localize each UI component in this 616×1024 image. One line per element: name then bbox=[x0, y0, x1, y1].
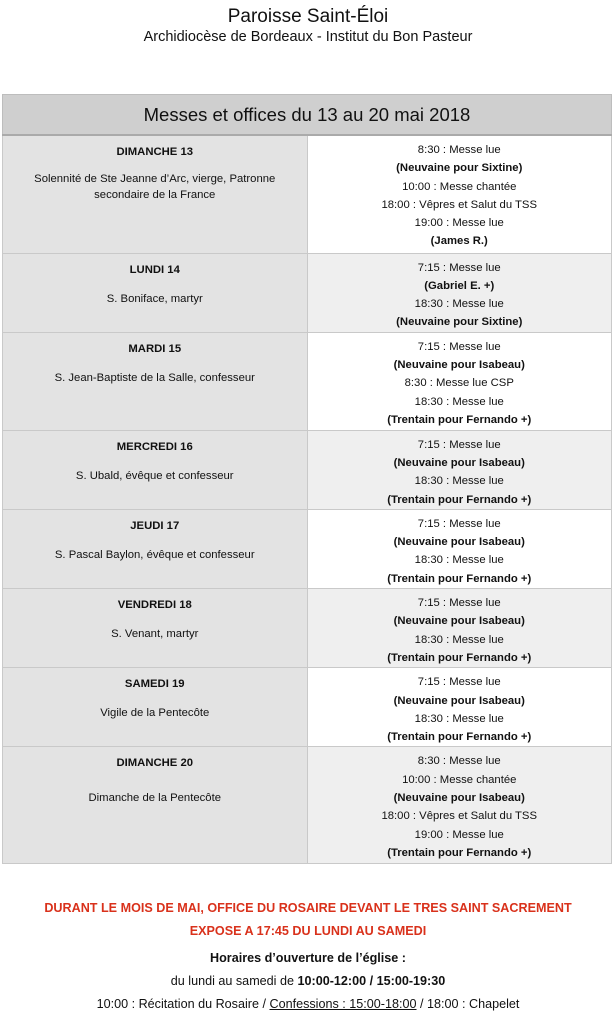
masses-cell bbox=[307, 509, 612, 588]
mass-intention: (Neuvaine pour Isabeau) bbox=[393, 694, 525, 707]
masses-cell bbox=[307, 668, 612, 747]
opening-hours-title: Horaires d’ouverture de l’église : bbox=[210, 951, 406, 965]
mass-time: 10:00 : Messe chantée bbox=[402, 180, 517, 193]
feast-line: S. Pascal Baylon, évêque et confesseur bbox=[54, 548, 255, 561]
day-name: DIMANCHE 13 bbox=[116, 146, 194, 158]
day-name: VENDREDI 18 bbox=[117, 599, 192, 612]
masses-cell bbox=[307, 747, 612, 864]
table-header-row bbox=[3, 95, 612, 136]
mass-time: 8:30 : Messe lue bbox=[417, 144, 501, 156]
feast-line: S. Venant, martyr bbox=[111, 628, 199, 641]
feast-line: Vigile de la Pentecôte bbox=[100, 707, 210, 720]
schedule-row bbox=[3, 332, 612, 430]
mass-intention: (Gabriel E. +) bbox=[424, 279, 495, 292]
activities-line bbox=[0, 993, 616, 1016]
mass-intention: (James R.) bbox=[430, 235, 488, 248]
mass-time: 18:30 : Messe lue bbox=[414, 554, 504, 567]
day-name: DIMANCHE 20 bbox=[116, 757, 194, 770]
schedule-row bbox=[3, 430, 612, 509]
confessions-time: Confessions : 15:00-18:00 bbox=[269, 997, 417, 1011]
day-cell bbox=[3, 332, 308, 430]
mass-intention: (Neuvaine pour Isabeau) bbox=[393, 792, 525, 805]
feast-description bbox=[7, 291, 303, 307]
mass-intention: (Neuvaine pour Sixtine) bbox=[396, 162, 523, 175]
mass-time: 7:15 : Messe lue bbox=[417, 340, 501, 353]
mass-time: 7:15 : Messe lue bbox=[417, 517, 501, 530]
mass-time: 18:30 : Messe lue bbox=[414, 298, 504, 311]
mass-time: 10:00 : Messe chantée bbox=[402, 773, 517, 786]
parish-subtitle: Archidiocèse de Bordeaux - Institut du Bon Pasteur bbox=[143, 29, 473, 45]
feast-line: S. Jean-Baptiste de la Salle, confesseur bbox=[54, 371, 255, 384]
day-cell bbox=[3, 253, 308, 332]
mass-time: 18:00 : Vêpres et Salut du TSS bbox=[381, 198, 538, 211]
feast-description bbox=[7, 370, 303, 386]
mass-intention: (Trentain pour Fernando +) bbox=[387, 731, 532, 744]
mass-time: 7:15 : Messe lue bbox=[417, 438, 501, 451]
masses-cell bbox=[307, 135, 612, 253]
mass-time: 8:30 : Messe lue bbox=[417, 755, 501, 768]
feast-line: S. Ubald, évêque et confesseur bbox=[75, 469, 234, 482]
opening-hours-value: 10:00-12:00 / 15:00-19:30 bbox=[297, 974, 446, 988]
mass-intention: (Trentain pour Fernando +) bbox=[387, 651, 532, 664]
mass-time: 18:30 : Messe lue bbox=[414, 475, 504, 488]
masses-cell bbox=[307, 253, 612, 332]
day-name: MERCREDI 16 bbox=[116, 440, 193, 453]
footer bbox=[0, 897, 616, 1016]
feast-description bbox=[7, 705, 303, 721]
chapelet-time: / 18:00 : Chapelet bbox=[416, 997, 520, 1011]
mass-schedule-table bbox=[2, 94, 612, 864]
day-name: JEUDI 17 bbox=[130, 519, 180, 532]
rosary-notice-line1: DURANT LE MOIS DE MAI, OFFICE DU ROSAIRE DEVANT LE TRES SAINT SACREMENT bbox=[44, 901, 572, 915]
day-name: MARDI 15 bbox=[128, 342, 182, 355]
schedule-row bbox=[3, 135, 612, 253]
feast-line: Solennité de Ste Jeanne d’Arc, vierge, Patronne bbox=[34, 173, 276, 185]
schedule-row bbox=[3, 668, 612, 747]
mass-time: 7:15 : Messe lue bbox=[417, 261, 501, 274]
day-cell bbox=[3, 747, 308, 864]
page-header bbox=[0, 0, 616, 46]
schedule-row bbox=[3, 589, 612, 668]
feast-description bbox=[7, 790, 303, 806]
rosary-time: 10:00 : Récitation du Rosaire / bbox=[96, 997, 270, 1011]
feast-line: Dimanche de la Pentecôte bbox=[88, 792, 221, 805]
feast-description bbox=[7, 626, 303, 642]
day-cell bbox=[3, 589, 308, 668]
mass-time: 18:30 : Messe lue bbox=[414, 395, 504, 408]
feast-line: S. Boniface, martyr bbox=[106, 292, 203, 305]
day-cell bbox=[3, 668, 308, 747]
mass-intention: (Neuvaine pour Isabeau) bbox=[393, 358, 525, 371]
mass-intention: (Trentain pour Fernando +) bbox=[387, 572, 532, 585]
masses-cell bbox=[307, 430, 612, 509]
day-cell bbox=[3, 430, 308, 509]
mass-time: 18:30 : Messe lue bbox=[414, 712, 504, 725]
mass-time: 18:30 : Messe lue bbox=[414, 633, 504, 646]
table-title: Messes et offices du 13 au 20 mai 2018 bbox=[3, 95, 612, 136]
parish-title: Paroisse Saint-Éloi bbox=[227, 6, 389, 27]
mass-intention: (Neuvaine pour Isabeau) bbox=[393, 536, 525, 549]
opening-hours-prefix: du lundi au samedi de bbox=[170, 974, 298, 988]
mass-intention: (Neuvaine pour Sixtine) bbox=[396, 316, 523, 329]
mass-time: 8:30 : Messe lue CSP bbox=[404, 377, 514, 390]
feast-description bbox=[7, 547, 303, 563]
mass-intention: (Neuvaine pour Isabeau) bbox=[393, 615, 525, 628]
day-name: SAMEDI 19 bbox=[124, 678, 185, 691]
schedule-row bbox=[3, 253, 612, 332]
masses-cell bbox=[307, 332, 612, 430]
schedule-row bbox=[3, 509, 612, 588]
table-body bbox=[3, 135, 612, 864]
opening-hours-line bbox=[0, 970, 616, 993]
day-cell bbox=[3, 509, 308, 588]
masses-cell bbox=[307, 589, 612, 668]
mass-time: 7:15 : Messe lue bbox=[417, 676, 501, 689]
feast-description bbox=[7, 171, 303, 203]
schedule-row bbox=[3, 747, 612, 864]
mass-intention: (Trentain pour Fernando +) bbox=[387, 493, 532, 506]
mass-time: 18:00 : Vêpres et Salut du TSS bbox=[381, 810, 538, 823]
mass-time: 19:00 : Messe lue bbox=[414, 828, 504, 841]
mass-intention: (Trentain pour Fernando +) bbox=[387, 413, 532, 426]
feast-line: secondaire de la France bbox=[94, 189, 216, 201]
mass-intention: (Neuvaine pour Isabeau) bbox=[393, 456, 525, 469]
mass-time: 7:15 : Messe lue bbox=[417, 597, 501, 610]
mass-intention: (Trentain pour Fernando +) bbox=[387, 846, 532, 859]
day-cell bbox=[3, 135, 308, 253]
feast-description bbox=[7, 468, 303, 484]
mass-time: 19:00 : Messe lue bbox=[414, 217, 504, 230]
rosary-notice-line2: EXPOSE A 17:45 DU LUNDI AU SAMEDI bbox=[189, 924, 427, 938]
day-name: LUNDI 14 bbox=[129, 263, 180, 276]
